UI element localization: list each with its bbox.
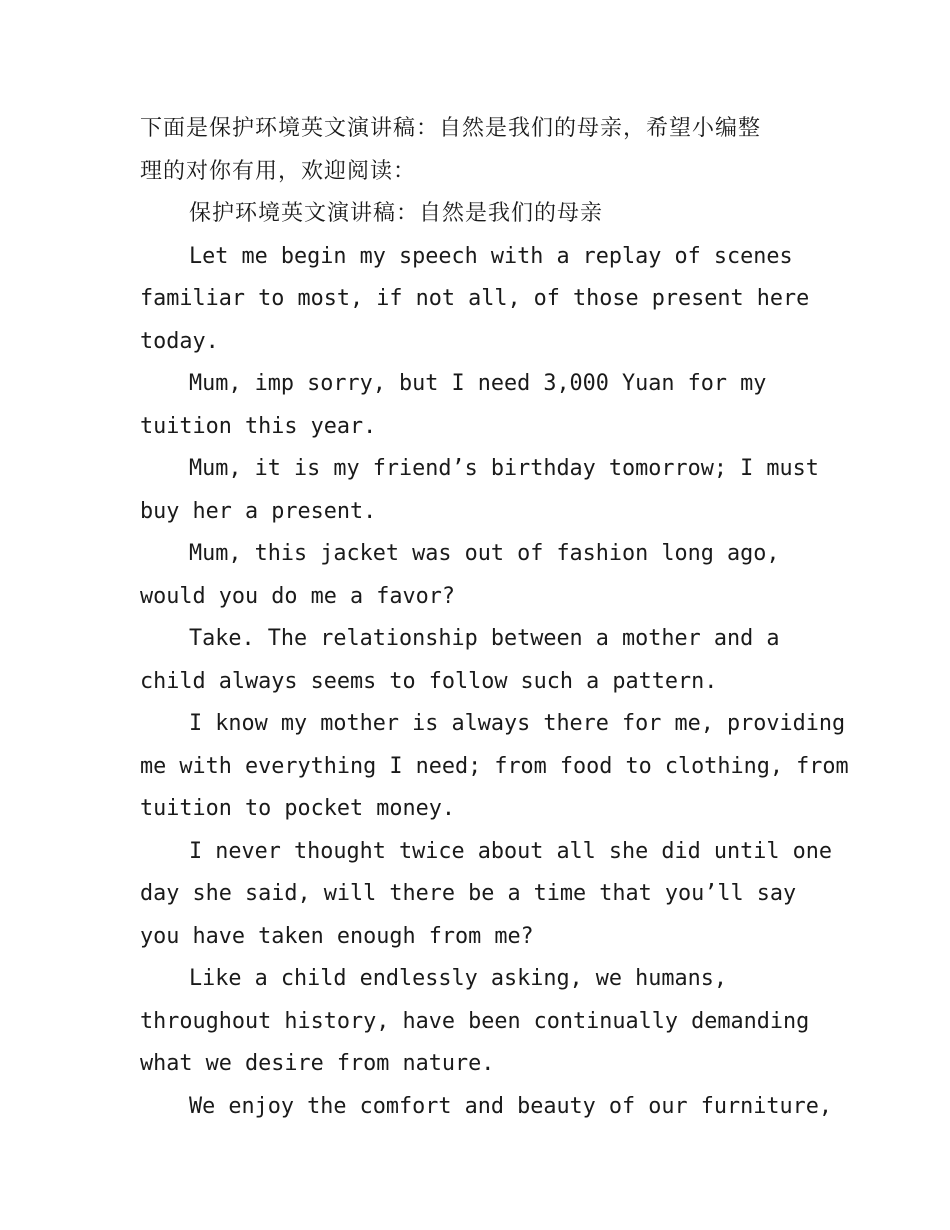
text-line: We enjoy the comfort and beauty of our furniture, — [189, 1093, 833, 1119]
text-line: tuition to pocket money. — [140, 796, 455, 821]
text-line: 理的对你有用，欢迎阅读： — [140, 158, 417, 184]
text-line: throughout history, have been continually demanding — [140, 1008, 810, 1034]
text-line: child always seems to follow such a pattern. — [140, 668, 718, 694]
text-line: you have taken enough from me? — [140, 923, 534, 949]
text-line: familiar to most, if not all, of those present here — [140, 286, 810, 311]
text-line: Mum, imp sorry, but I need 3,000 Yuan for my — [189, 371, 767, 396]
text-line: Mum, this jacket was out of fashion long ago, — [189, 541, 780, 566]
text-line: tuition this year. — [140, 413, 377, 439]
text-line: what we desire from nature. — [140, 1051, 495, 1076]
text-line: 下面是保护环境英文演讲稿：自然是我们的母亲，希望小编整 — [140, 116, 762, 141]
text-line: I never thought twice about all she did until one — [189, 838, 833, 864]
text-line: would you do me a favor? — [140, 583, 455, 609]
text-line: today. — [140, 328, 219, 354]
document-body — [140, 108, 849, 1128]
text-line: day she said, will there be a time that you’ll say — [140, 881, 797, 906]
text-line: Like a child endlessly asking, we humans, — [189, 966, 728, 991]
text-line: Mum, it is my friend’s birthday tomorrow; I must — [189, 456, 819, 481]
text-line: Take. The relationship between a mother and a — [189, 626, 780, 651]
text-line: buy her a present. — [140, 498, 377, 524]
text-line: me with everything I need; from food to clothing, from — [140, 753, 849, 779]
text-line: 保护环境英文演讲稿：自然是我们的母亲 — [189, 201, 604, 226]
text-line: I know my mother is always there for me, providing — [189, 711, 846, 736]
text-line: Let me begin my speech with a replay of scenes — [189, 243, 793, 269]
